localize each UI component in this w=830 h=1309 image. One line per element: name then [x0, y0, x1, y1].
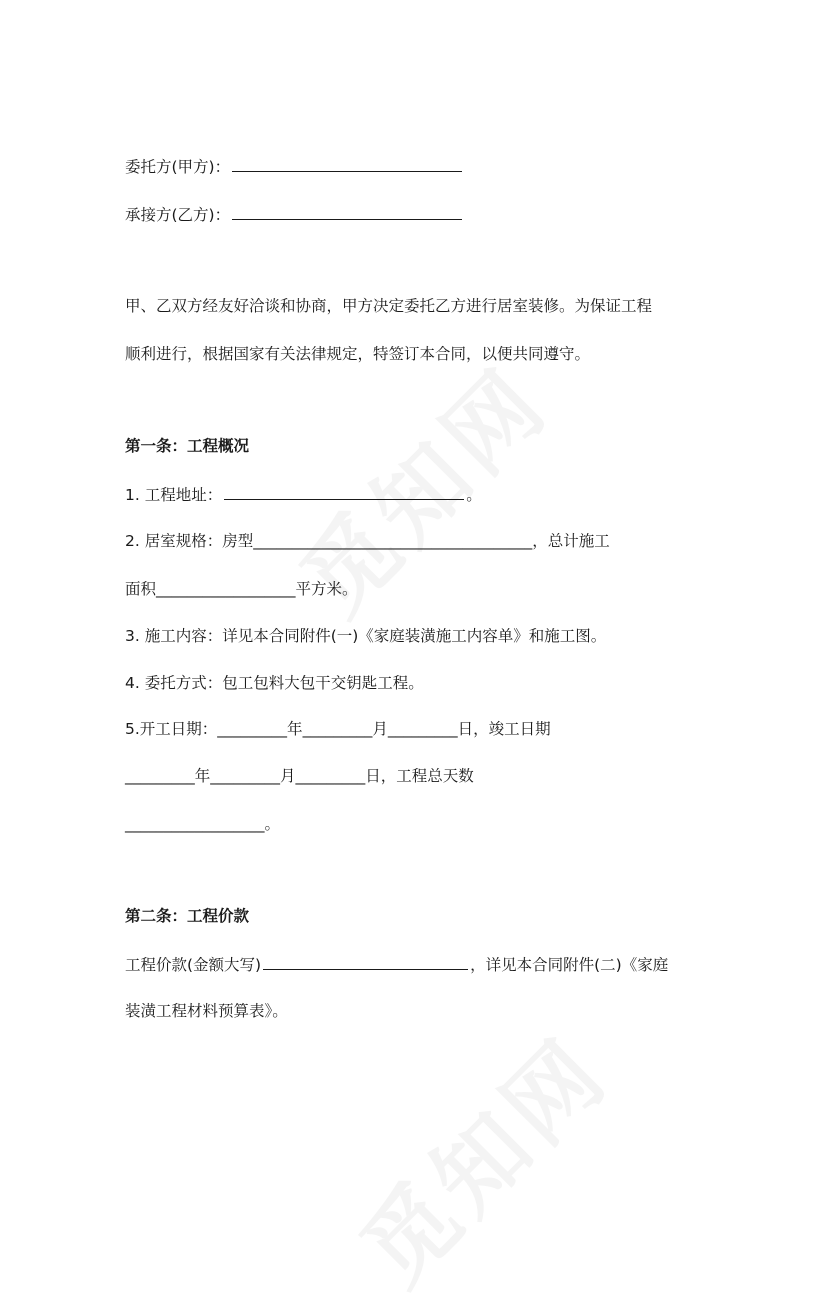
article2-line2: 装潢工程材料预算表》。	[125, 1002, 288, 1020]
article1-item5	[125, 718, 551, 740]
room-type-fill[interactable]: ____________________________________	[253, 532, 533, 550]
address-end: 。	[466, 486, 482, 504]
room-spec-label: 2. 居室规格：房型	[125, 532, 254, 550]
address-label: 1. 工程地址：	[125, 486, 223, 504]
price-label: 工程价款(金额大写)	[125, 956, 262, 974]
total-days-end: 。	[264, 815, 281, 833]
start-month-fill[interactable]: _________	[302, 720, 373, 738]
price-blank[interactable]	[263, 953, 468, 970]
price-end: ，详见本合同附件(二)《家庭	[470, 956, 669, 974]
address-blank[interactable]	[224, 483, 464, 500]
start-year-fill[interactable]: _________	[217, 720, 288, 738]
month-label-2: 月	[280, 767, 296, 785]
year-label-2: 年	[194, 767, 211, 785]
article1-item2b	[125, 578, 358, 600]
article2-title: 第二条：工程价款	[125, 907, 250, 925]
article1-item2	[125, 530, 610, 552]
end-year-fill[interactable]: _________	[125, 767, 195, 785]
article1-item1	[125, 483, 482, 506]
article1-title: 第一条：工程概况	[125, 437, 250, 455]
article1-item4: 4. 委托方式：包工包料大包干交钥匙工程。	[125, 674, 424, 692]
contractor-label: 承接方(乙方)：	[125, 206, 231, 224]
month-label: 月	[372, 720, 388, 738]
area-fill[interactable]: __________________	[156, 580, 296, 598]
contractor-blank[interactable]	[232, 203, 462, 220]
start-day-fill[interactable]: _________	[387, 720, 458, 738]
contractor-line	[125, 203, 464, 226]
watermark-bottom	[327, 1003, 632, 1308]
article1-item3: 3. 施工内容：详见本合同附件(一)《家庭装潢施工内容单》和施工图。	[125, 627, 607, 645]
end-month-fill[interactable]: _________	[210, 767, 281, 785]
intro-line-2: 顺利进行，根据国家有关法律规定，特签订本合同，以便共同遵守。	[125, 345, 591, 363]
year-label: 年	[287, 720, 303, 738]
area-end: 平方米。	[295, 580, 358, 598]
article1-item5b	[125, 765, 474, 787]
client-label: 委托方(甲方)：	[125, 158, 231, 176]
client-line	[125, 155, 464, 178]
end-day-fill[interactable]: _________	[295, 767, 366, 785]
client-blank[interactable]	[232, 155, 462, 172]
completion-label: 日，竣工日期	[457, 720, 551, 738]
article1-item5c	[125, 813, 280, 835]
intro-line-1: 甲、乙双方经友好洽谈和协商，甲方决定委托乙方进行居室装修。为保证工程	[125, 297, 653, 315]
total-days-fill[interactable]: __________________	[125, 815, 265, 833]
area-label: 面积	[125, 580, 157, 598]
start-date-label: 5.开工日期：	[125, 720, 218, 738]
total-days-label: 日，工程总天数	[365, 767, 474, 785]
room-spec-end: ，总计施工	[532, 532, 610, 550]
article2-line1	[125, 953, 668, 976]
